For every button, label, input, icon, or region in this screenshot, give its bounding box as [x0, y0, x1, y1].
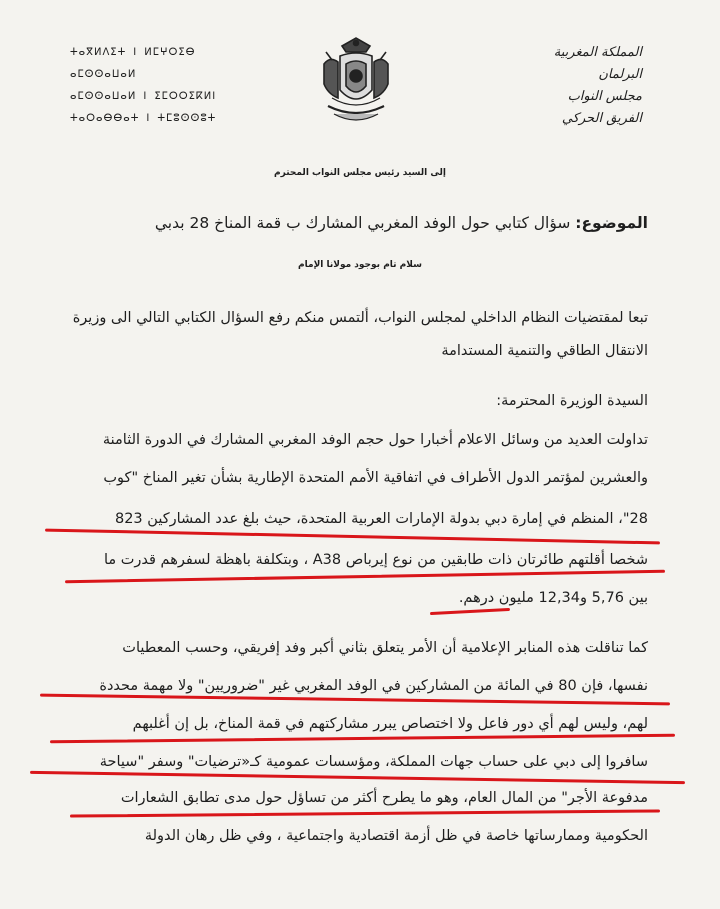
- tifinagh-header: [70, 42, 216, 130]
- intro-line: الانتقال الطاقي والتنمية المستدامة: [441, 343, 648, 359]
- royal-coat-of-arms-icon: [310, 34, 402, 134]
- addressee: إلى السيد رئيس مجلس النواب المحترم: [274, 168, 446, 178]
- paragraph-line: سافروا إلى دبي على حساب جهات المملكة، ومؤسسات عمومية كـ«ترضيات" وسفر "سياحة: [99, 754, 648, 770]
- paragraph-line: والعشرين لمؤتمر الدول الأطراف في اتفاقية الأمم المتحدة الإطارية بشأن تغير المناخ "كوب: [103, 470, 648, 486]
- subject-line: [155, 214, 648, 232]
- paragraph-line: كما تناقلت هذه المنابر الإعلامية أن الأمر يتعلق بثاني أكبر وفد إفريقي، وحسب المعطيات: [122, 640, 648, 656]
- paragraph-line: تداولت العديد من وسائل الاعلام أخبارا حول حجم الوفد المغربي المشارك في الدورة الثامنة: [102, 432, 648, 448]
- salutation: السيدة الوزيرة المحترمة:: [496, 393, 648, 409]
- paragraph-line: بين 5,76 و12,34 مليون درهم.: [458, 590, 648, 606]
- tifinagh-line: ⵜⴰⴳⵍⴷⵉⵜ ⵏ ⵍⵎⵖⵔⵉⴱ: [70, 47, 196, 58]
- red-underline: [430, 608, 510, 615]
- red-underline: [30, 771, 685, 784]
- paragraph-line: 28"، المنظم في إمارة دبي بدولة الإمارات العربية المتحدة، حيث بلغ عدد المشاركين 823: [114, 511, 648, 527]
- header-parliament: البرلمان: [598, 67, 642, 82]
- red-underline: [65, 570, 665, 583]
- paragraph-line: الحكومية وممارساتها خاصة في ظل أزمة اقتصادية واجتماعية ، وفي ظل رهان الدولة: [144, 828, 648, 844]
- paragraph-line: نفسها، فإن 80 في المائة من المشاركين في الوفد المغربي غير "ضروريين" ولا مهمة محددة: [99, 678, 648, 694]
- header-house: مجلس النواب: [567, 89, 642, 104]
- paragraph-line: مدفوعة الأجر" من المال العام، وهو ما يطرح أكثر من تساؤل حول مدى تطابق الشعارات: [120, 790, 648, 806]
- header-group: الفريق الحركي: [561, 111, 642, 126]
- red-underline: [50, 734, 675, 744]
- subject-label: الموضوع:: [575, 214, 648, 232]
- tifinagh-line: ⴰⵎⵙⵙⴰⵡⴰⵍ ⵏ ⵉⵎⵔⵔⵉⴽⵍⵏ: [70, 91, 217, 102]
- intro-line: تبعا لمقتضيات النظام الداخلي لمجلس النواب، ألتمس منكم رفع السؤال الكتابي التالي الى وزيرة: [72, 310, 648, 326]
- greeting: سلام تام بوجود مولانا الإمام: [298, 260, 422, 270]
- tifinagh-line: ⴰⵎⵙⵙⴰⵡⴰⵍ: [70, 69, 137, 80]
- arabic-header: [554, 42, 642, 130]
- red-underline: [70, 809, 660, 817]
- paragraph-line: شخصا أقلتهم طائرتان ذات طابقين من نوع إيرباص A38 ، وبتكلفة باهظة لسفرهم قدرت ما: [103, 552, 648, 568]
- red-underline: [40, 694, 670, 706]
- header-kingdom: المملكة المغربية: [553, 45, 642, 60]
- red-underline: [45, 529, 660, 545]
- subject-text: سؤال كتابي حول الوفد المغربي المشارك ب قمة المناخ 28 بدبي: [154, 214, 571, 232]
- paragraph-line: لهم، وليس لهم أي دور فاعل ولا اختصاص يبرر مشاركتهم في قمة المناخ، بل إن أغلبهم: [132, 716, 648, 732]
- tifinagh-line: ⵜⴰⵔⴰⴱⴱⴰⵜ ⵏ ⵜⵎⵓⵙⵙⵓⵜ: [70, 113, 217, 124]
